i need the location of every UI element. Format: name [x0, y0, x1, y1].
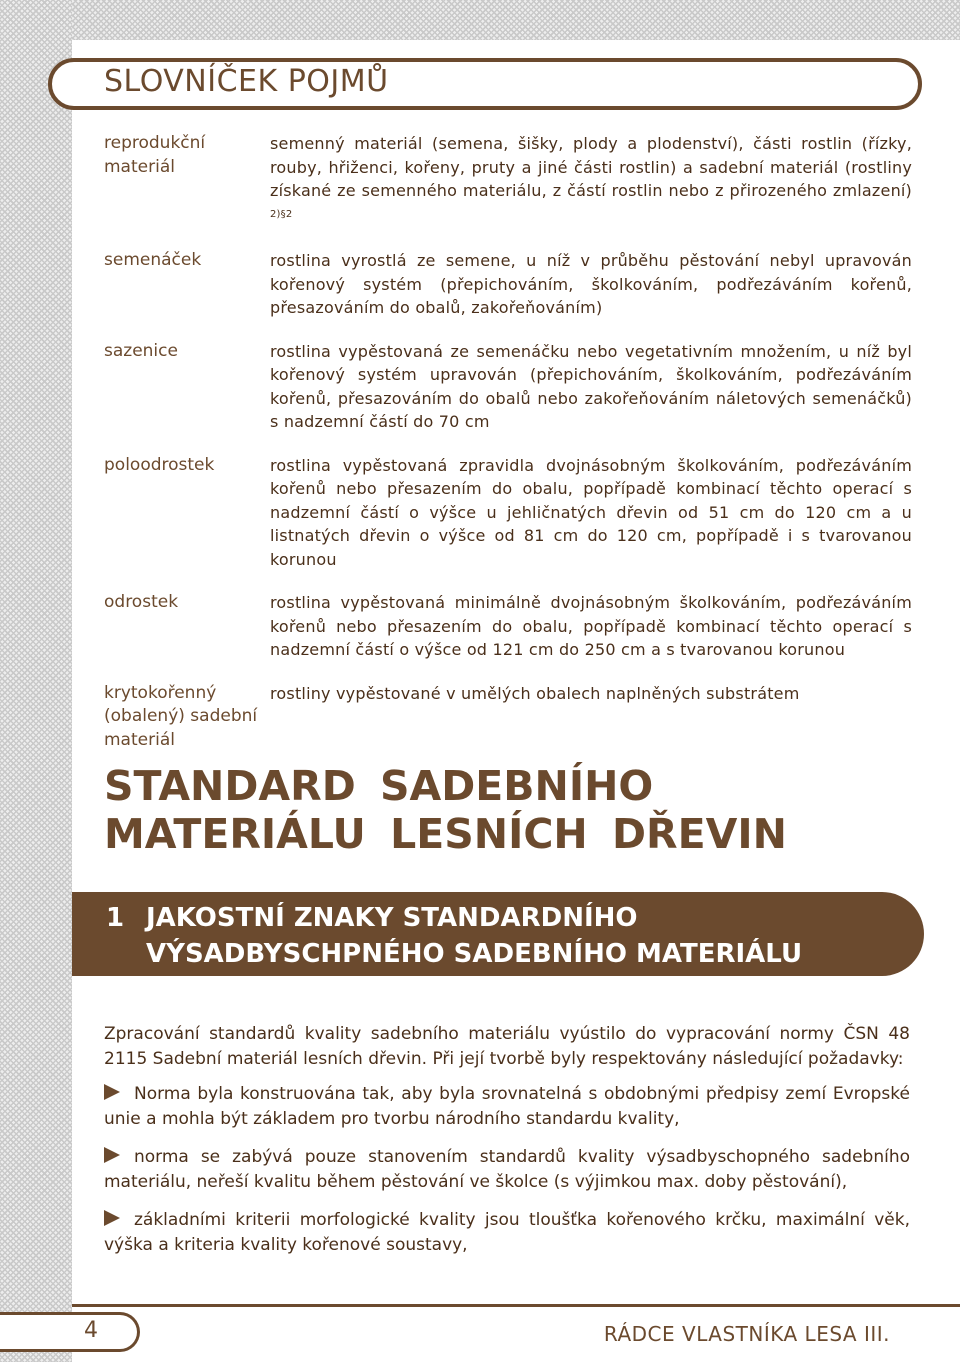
glossary-term: reprodukční materiál — [104, 133, 206, 177]
glossary-definition: rostlina vyrostlá ze semene, u níž v průběhu pěstování nebyl upravován kořenový systém (přepichováním, školkováním, podřezáváním kořenů, přesazováním do obalů, zakořeňováním) — [270, 251, 912, 318]
list-item-text: Norma byla konstruována tak, aby byla srovnatelná s obdobnými předpisy zemí Evropské unie a mohla být základem pro tvorbu národního standardu kvality, — [104, 1084, 910, 1129]
section-title-line2: VÝSADBYSCHPNÉHO SADEBNÍHO MATERIÁLU — [146, 939, 803, 969]
main-title: STANDARD SADEBNÍHO MATERIÁLU LESNÍCH DŘEVIN — [104, 762, 787, 858]
list-item-text: základními kriterii morfologické kvality jsou tloušťka kořenového krčku, maximální věk, výška a kriteria kvality kořenové soustavy, — [104, 1210, 910, 1255]
glossary-term: sazenice — [104, 340, 178, 361]
glossary-entry — [104, 682, 912, 753]
glossary-term: poloodrostek — [104, 454, 215, 475]
glossary-list — [104, 132, 912, 772]
glossary-definition: rostlina vypěstovaná ze semenáčku nebo vegetativním množením, u níž byl kořenový systém upravován (přepichováním, školkováním, podřezáváním kořenů, přesazováním do obalů nebo zakořeňováním náletových semenáčků) s nadzemní částí do 70 cm — [270, 341, 912, 432]
page-number-frame — [0, 1312, 140, 1352]
glossary-definition: rostlina vypěstovaná minimálně dvojnásobným školkováním, podřezáváním kořenů nebo přesazením do obalu, popřípadě kombinací těchto operací s nadzemní částí o výšce od 121 cm do 250 cm a s tvarovanou korunou — [270, 593, 912, 660]
left-decorative-stripe — [0, 0, 72, 1362]
section-number: 1 — [106, 903, 125, 933]
list-item — [104, 1145, 910, 1195]
glossary-entry — [104, 249, 912, 320]
glossary-term: krytokořenný (obalený) sadební materiál — [104, 682, 258, 750]
glossary-term: semenáček — [104, 250, 202, 271]
glossary-entry — [104, 591, 912, 662]
list-item — [104, 1208, 910, 1258]
glossary-entry — [104, 454, 912, 572]
glossary-entry — [104, 132, 912, 229]
page-number: 4 — [84, 1318, 98, 1343]
intro-paragraph: Zpracování standardů kvality sadebního materiálu vyústilo do vypracování normy ČSN 48 2115 Sadební materiál lesních dřevin. Při její tvorbě byly respektovány následující požadavky: — [104, 1024, 910, 1069]
glossary-term: odrostek — [104, 592, 179, 613]
list-item-text: norma se zabývá pouze stanovením standardů kvality výsadbyschopného sadebního materiálu, neřeší kvalitu během pěstování ve školce (s výjimkou max. doby pěstování), — [104, 1147, 910, 1192]
glossary-definition — [270, 132, 912, 229]
requirements-list — [104, 1082, 910, 1271]
triangle-bullet-icon — [104, 1084, 120, 1100]
definition-text: semenný materiál (semena, šišky, plody a plodenství), části rostlin (řízky, rouby, hřiženci, kořeny, pruty a jiné části rostlin) a sadební materiál (rostliny získané ze semenného materiálu, z částí rostlin nebo z přirozeného zmlazení) — [270, 134, 912, 200]
reference-mark: 2)§2 — [270, 208, 293, 220]
footer-rule — [72, 1304, 960, 1307]
top-decorative-band — [0, 0, 960, 40]
triangle-bullet-icon — [104, 1147, 120, 1163]
publication-title: RÁDCE VLASTNÍKA LESA III. — [603, 1322, 890, 1346]
section-title-line1: JAKOSTNÍ ZNAKY STANDARDNÍHO — [146, 903, 638, 933]
triangle-bullet-icon — [104, 1210, 120, 1226]
glossary-title: SLOVNÍČEK POJMŮ — [104, 64, 389, 99]
glossary-definition: rostlina vypěstovaná zpravidla dvojnásobným školkováním, podřezáváním kořenů nebo přesazením do obalu, popřípadě kombinací těchto operací s nadzemní částí o výšce u jehličnatých dřevin od 51 cm do 120 cm a u listnatých dřevin o výšce od 81 cm do 120 cm, popřípadě i s tvarovanou korunou — [270, 455, 912, 569]
section-heading — [106, 900, 906, 972]
list-item — [104, 1082, 910, 1132]
glossary-entry — [104, 340, 912, 434]
glossary-definition: rostliny vypěstované v umělých obalech naplněných substrátem — [270, 683, 800, 703]
